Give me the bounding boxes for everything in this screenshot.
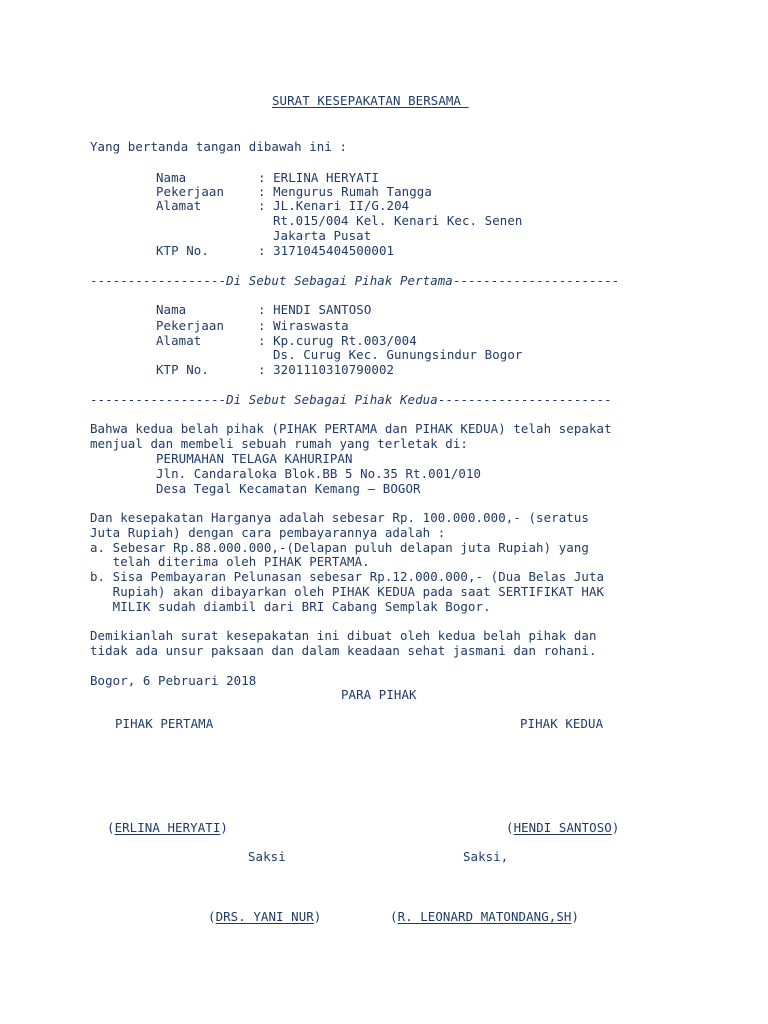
signature-name-kedua: HENDI SANTOSO	[513, 820, 612, 835]
para-pihak-heading: PARA PIHAK	[341, 687, 417, 702]
value-alamat-2-line1: : Kp.curug Rt.003/004	[258, 333, 417, 348]
paren-close: )	[571, 909, 580, 924]
paren-close: )	[611, 820, 620, 835]
saksi-1-label: Saksi	[248, 849, 286, 864]
label-pekerjaan-2: Pekerjaan	[156, 318, 225, 333]
place-date: Bogor, 6 Pebruari 2018	[90, 673, 257, 688]
paragraph-closing-line2: tidak ada unsur paksaan dan dalam keadaan sehat jasmani dan rohani.	[90, 643, 597, 658]
intro-text: Yang bertanda tangan dibawah ini :	[90, 139, 348, 154]
document-title: SURAT KESEPAKATAN BERSAMA	[272, 93, 469, 108]
signature-pihak-pertama	[107, 820, 228, 835]
location-line1: PERUMAHAN TELAGA KAHURIPAN	[156, 451, 353, 466]
paren-open: (	[506, 820, 514, 835]
signature-name-saksi-2: R. LEONARD MATONDANG,SH	[397, 909, 572, 924]
paragraph-price-line1: Dan kesepakatan Harganya adalah sebesar Rp. 100.000.000,- (seratus	[90, 510, 589, 525]
signature-name-pertama: ERLINA HERYATI	[114, 820, 221, 835]
divider-label-pertama: Di Sebut Sebagai Pihak Pertama	[226, 273, 453, 288]
divider-pihak-pertama	[90, 273, 619, 288]
label-pekerjaan-1: Pekerjaan	[156, 184, 225, 199]
value-nama-2: : HENDI SANTOSO	[258, 302, 372, 317]
pihak-pertama-heading: PIHAK PERTAMA	[115, 716, 214, 731]
label-alamat-2: Alamat	[156, 333, 202, 348]
value-ktp-2: : 3201110310790002	[258, 362, 395, 377]
value-nama-1: : ERLINA HERYATI	[258, 170, 379, 185]
value-alamat-1-line1: : JL.Kenari II/G.204	[258, 198, 410, 213]
signature-name-saksi-1: DRS. YANI NUR	[215, 909, 314, 924]
value-alamat-2-line2: Ds. Curug Kec. Gunungsindur Bogor	[273, 347, 523, 362]
paren-close: )	[220, 820, 228, 835]
divider-label-kedua: Di Sebut Sebagai Pihak Kedua	[226, 392, 438, 407]
value-ktp-1: : 3171045404500001	[258, 243, 395, 258]
payment-item-b-line2: Rupiah) akan dibayarkan oleh PIHAK KEDUA pada saat SERTIFIKAT HAK	[90, 584, 605, 599]
paren-open: (	[208, 909, 216, 924]
saksi-2-label: Saksi,	[463, 849, 509, 864]
location-line3: Desa Tegal Kecamatan Kemang – BOGOR	[156, 481, 421, 496]
paren-open: (	[107, 820, 115, 835]
label-alamat-1: Alamat	[156, 198, 202, 213]
payment-item-a-line1: a. Sebesar Rp.88.000.000,-(Delapan puluh delapan juta Rupiah) yang	[90, 540, 589, 555]
signature-saksi-2	[390, 909, 579, 924]
signature-saksi-1	[208, 909, 321, 924]
divider-dashes-left: ------------------	[90, 273, 227, 288]
label-ktp-2: KTP No.	[156, 362, 209, 377]
pihak-kedua-heading: PIHAK KEDUA	[520, 716, 604, 731]
label-nama-1: Nama	[156, 170, 187, 185]
paren-open: (	[390, 909, 398, 924]
value-alamat-1-line2: Rt.015/004 Kel. Kenari Kec. Senen	[273, 213, 523, 228]
divider-dashes-left: ------------------	[90, 392, 227, 407]
divider-pihak-kedua	[90, 392, 612, 407]
divider-dashes-right: ----------------------	[452, 273, 620, 288]
label-ktp-1: KTP No.	[156, 243, 209, 258]
value-alamat-1-line3: Jakarta Pusat	[273, 228, 372, 243]
value-pekerjaan-1: : Mengurus Rumah Tangga	[258, 184, 432, 199]
signature-pihak-kedua	[506, 820, 619, 835]
paragraph-closing-line1: Demikianlah surat kesepakatan ini dibuat oleh kedua belah pihak dan	[90, 628, 597, 643]
payment-item-b-line1: b. Sisa Pembayaran Pelunasan sebesar Rp.12.000.000,- (Dua Belas Juta	[90, 569, 605, 584]
paragraph-agreement-line2: menjual dan membeli sebuah rumah yang terletak di:	[90, 436, 468, 451]
label-nama-2: Nama	[156, 302, 187, 317]
divider-dashes-right: -----------------------	[437, 392, 612, 407]
value-pekerjaan-2: : Wiraswasta	[258, 318, 349, 333]
paren-close: )	[313, 909, 322, 924]
paragraph-price-line2: Juta Rupiah) dengan cara pembayarannya adalah :	[90, 525, 446, 540]
payment-item-b-line3: MILIK sudah diambil dari BRI Cabang Semplak Bogor.	[90, 599, 491, 614]
payment-item-a-line2: telah diterima oleh PIHAK PERTAMA.	[90, 554, 370, 569]
location-line2: Jln. Candaraloka Blok.BB 5 No.35 Rt.001/010	[156, 466, 482, 481]
paragraph-agreement-line1: Bahwa kedua belah pihak (PIHAK PERTAMA dan PIHAK KEDUA) telah sepakat	[90, 421, 612, 436]
